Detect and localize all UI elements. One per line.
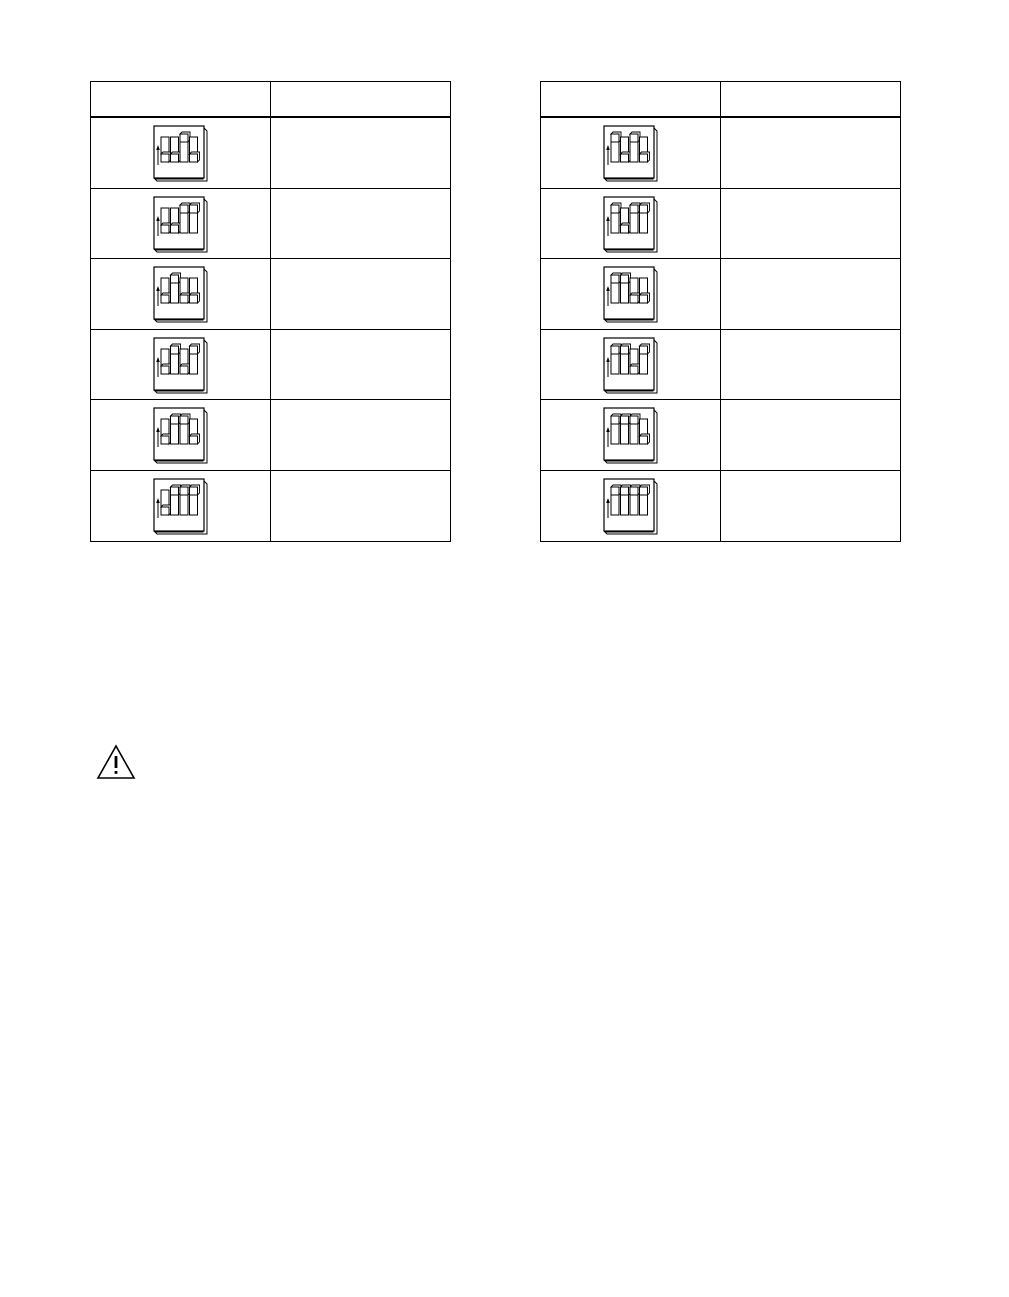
switch-1-on <box>611 203 621 233</box>
caution-icon <box>96 744 136 780</box>
switch-setting-cell <box>91 330 270 400</box>
switch-3-on <box>630 132 640 162</box>
table-row <box>541 189 900 260</box>
switch-4-on <box>190 485 200 515</box>
switch-4-off <box>190 419 200 444</box>
header-switch-setting <box>91 82 270 116</box>
switch-2-on <box>621 273 631 303</box>
dip-switch-icon <box>603 125 659 183</box>
switch-1-off <box>161 419 171 444</box>
setting-value-cell <box>271 189 451 259</box>
switch-2-on <box>621 414 631 444</box>
switch-setting-cell <box>91 259 270 329</box>
table-row <box>91 471 450 542</box>
dip-switch-icon <box>153 337 209 395</box>
switch-1-off <box>161 349 171 374</box>
switch-1-on <box>611 344 621 374</box>
switch-setting-cell <box>541 189 720 259</box>
dip-switch-table-left <box>90 81 451 542</box>
switch-2-on <box>171 485 181 515</box>
switch-4-on <box>640 344 650 374</box>
switch-2-off <box>621 137 631 162</box>
switch-2-on <box>621 485 631 515</box>
switch-4-off <box>190 137 200 162</box>
header-switch-setting <box>541 82 720 116</box>
switch-setting-cell <box>91 118 270 188</box>
dip-switch-icon <box>153 407 209 465</box>
dip-switch-icon <box>153 478 209 536</box>
dip-switch-icon <box>153 125 209 183</box>
switch-3-off <box>180 349 190 374</box>
switch-3-off <box>630 278 640 303</box>
table-row <box>91 118 450 189</box>
dip-switch-icon <box>603 196 659 254</box>
switch-3-on <box>630 414 640 444</box>
dip-switch-icon <box>153 196 209 254</box>
switch-1-off <box>161 208 171 233</box>
dip-switch-icon <box>603 337 659 395</box>
table-row <box>541 330 900 401</box>
switch-1-on <box>611 414 621 444</box>
switch-setting-cell <box>541 471 720 542</box>
dip-switch-icon <box>603 478 659 536</box>
switch-4-off <box>640 278 650 303</box>
setting-value-cell <box>271 400 451 470</box>
switch-4-off <box>640 419 650 444</box>
switch-3-on <box>180 203 190 233</box>
table-row <box>91 400 450 471</box>
switch-setting-cell <box>91 189 270 259</box>
switch-4-on <box>640 485 650 515</box>
switch-3-off <box>630 349 640 374</box>
switch-setting-cell <box>91 400 270 470</box>
switch-3-on <box>180 485 190 515</box>
switch-setting-cell <box>541 330 720 400</box>
switch-4-on <box>190 203 200 233</box>
table-row <box>541 400 900 471</box>
table-row <box>91 330 450 401</box>
header-setting-value <box>271 82 451 116</box>
switch-3-on <box>180 414 190 444</box>
setting-value-cell <box>721 400 901 470</box>
switch-3-off <box>180 278 190 303</box>
table-row <box>541 259 900 330</box>
switch-4-on <box>640 203 650 233</box>
setting-value-cell <box>721 471 901 542</box>
switch-3-on <box>630 485 640 515</box>
table-row <box>91 259 450 330</box>
switch-2-on <box>171 273 181 303</box>
switch-2-on <box>171 344 181 374</box>
table-row <box>91 189 450 260</box>
setting-value-cell <box>271 118 451 188</box>
dip-switch-table-right <box>540 81 901 542</box>
header-setting-value <box>721 82 901 116</box>
switch-1-on <box>611 273 621 303</box>
switch-setting-cell <box>541 259 720 329</box>
table-row <box>541 118 900 189</box>
switch-1-off <box>161 490 171 515</box>
switch-4-on <box>190 344 200 374</box>
switch-1-off <box>161 278 171 303</box>
setting-value-cell <box>721 330 901 400</box>
switch-setting-cell <box>541 400 720 470</box>
switch-1-off <box>161 137 171 162</box>
setting-value-cell <box>271 259 451 329</box>
switch-2-on <box>621 344 631 374</box>
dip-switch-icon <box>603 407 659 465</box>
switch-1-on <box>611 132 621 162</box>
dip-switch-icon <box>153 266 209 324</box>
switch-setting-cell <box>91 471 270 542</box>
setting-value-cell <box>721 259 901 329</box>
switch-2-off <box>621 208 631 233</box>
switch-4-off <box>190 278 200 303</box>
setting-value-cell <box>721 189 901 259</box>
switch-4-off <box>640 137 650 162</box>
dip-switch-icon <box>603 266 659 324</box>
switch-setting-cell <box>541 118 720 188</box>
switch-3-on <box>630 203 640 233</box>
switch-2-off <box>171 208 181 233</box>
setting-value-cell <box>271 330 451 400</box>
setting-value-cell <box>271 471 451 542</box>
switch-3-on <box>180 132 190 162</box>
switch-1-on <box>611 485 621 515</box>
switch-2-off <box>171 137 181 162</box>
table-row <box>541 471 900 542</box>
setting-value-cell <box>721 118 901 188</box>
switch-2-on <box>171 414 181 444</box>
